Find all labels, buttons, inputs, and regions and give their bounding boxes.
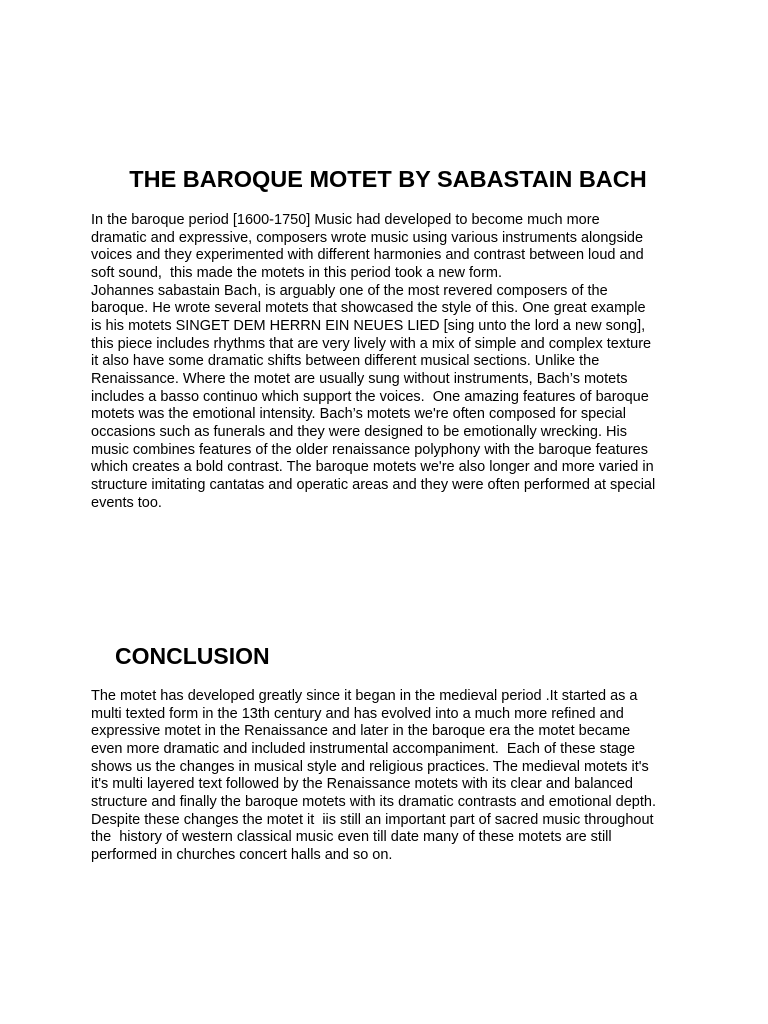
paragraph-line: Renaissance. Where the motet are usually sung without instruments, Bach’s motets [91, 370, 628, 387]
paragraph-line: this piece includes rhythms that are very lively with a mix of simple and complex texture [91, 335, 652, 352]
conclusion-heading: CONCLUSION [115, 643, 270, 669]
paragraph-line: is his motets SINGET DEM HERRN EIN NEUES LIED [sing unto the lord a new song], [91, 317, 646, 334]
paragraph-line: In the baroque period [1600-1750] Music had developed to become much more [91, 212, 600, 228]
paragraph-line: it's multi layered text followed by the Renaissance motets with its clear and balanced [91, 776, 633, 793]
paragraph-line: voices and they experimented with different harmonies and contrast between loud and [91, 247, 644, 264]
paragraph-line: even more dramatic and included instrumental accompaniment. Each of these stage [91, 740, 636, 757]
paragraph-line: Johannes sabastain Bach, is arguably one of the most revered composers of the [91, 282, 608, 299]
paragraph-line: soft sound, this made the motets in this period took a new form. [91, 264, 503, 281]
paragraph-line: motets was the emotional intensity. Bach’s motets we're often composed for special [91, 406, 626, 423]
paragraph-line: music combines features of the older renaissance polyphony with the baroque features [91, 441, 648, 458]
paragraph-line: events too. [91, 494, 162, 511]
paragraph-line: it also have some dramatic shifts between different musical sections. Unlike the [91, 353, 600, 370]
conclusion-paragraph [91, 688, 691, 865]
paragraph-line: The motet has developed greatly since it began in the medieval period .It started as a [91, 688, 638, 704]
paragraph-line: structure and finally the baroque motets with its dramatic contrasts and emotional depth. [91, 793, 656, 810]
paragraph-line: occasions such as funerals and they were designed to be emotionally wrecking. His [91, 423, 627, 440]
paragraph-line: Despite these changes the motet it iis still an important part of sacred music throughout [91, 811, 654, 828]
paragraph-line: performed in churches concert halls and so on. [91, 846, 393, 863]
paragraph-line: expressive motet in the Renaissance and later in the baroque era the motet became [91, 723, 631, 740]
paragraph-line: baroque. He wrote several motets that showcased the style of this. One great example [91, 300, 646, 317]
baroque-section-paragraph [91, 212, 691, 512]
document-title: THE BAROQUE MOTET BY SABASTAIN BACH [129, 166, 647, 192]
paragraph-line: which creates a bold contrast. The baroque motets we're also longer and more varied in [91, 459, 654, 476]
paragraph-line: multi texted form in the 13th century and has evolved into a much more refined and [91, 705, 624, 722]
paragraph-line: includes a basso continuo which support the voices. One amazing features of baroque [91, 388, 649, 405]
paragraph-line: structure imitating cantatas and operatic areas and they were often performed at special [91, 476, 656, 493]
paragraph-line: dramatic and expressive, composers wrote music using various instruments alongside [91, 229, 644, 246]
paragraph-line: the history of western classical music even till date many of these motets are still [91, 829, 612, 846]
paragraph-line: shows us the changes in musical style and religious practices. The medieval motets it's [91, 758, 649, 775]
